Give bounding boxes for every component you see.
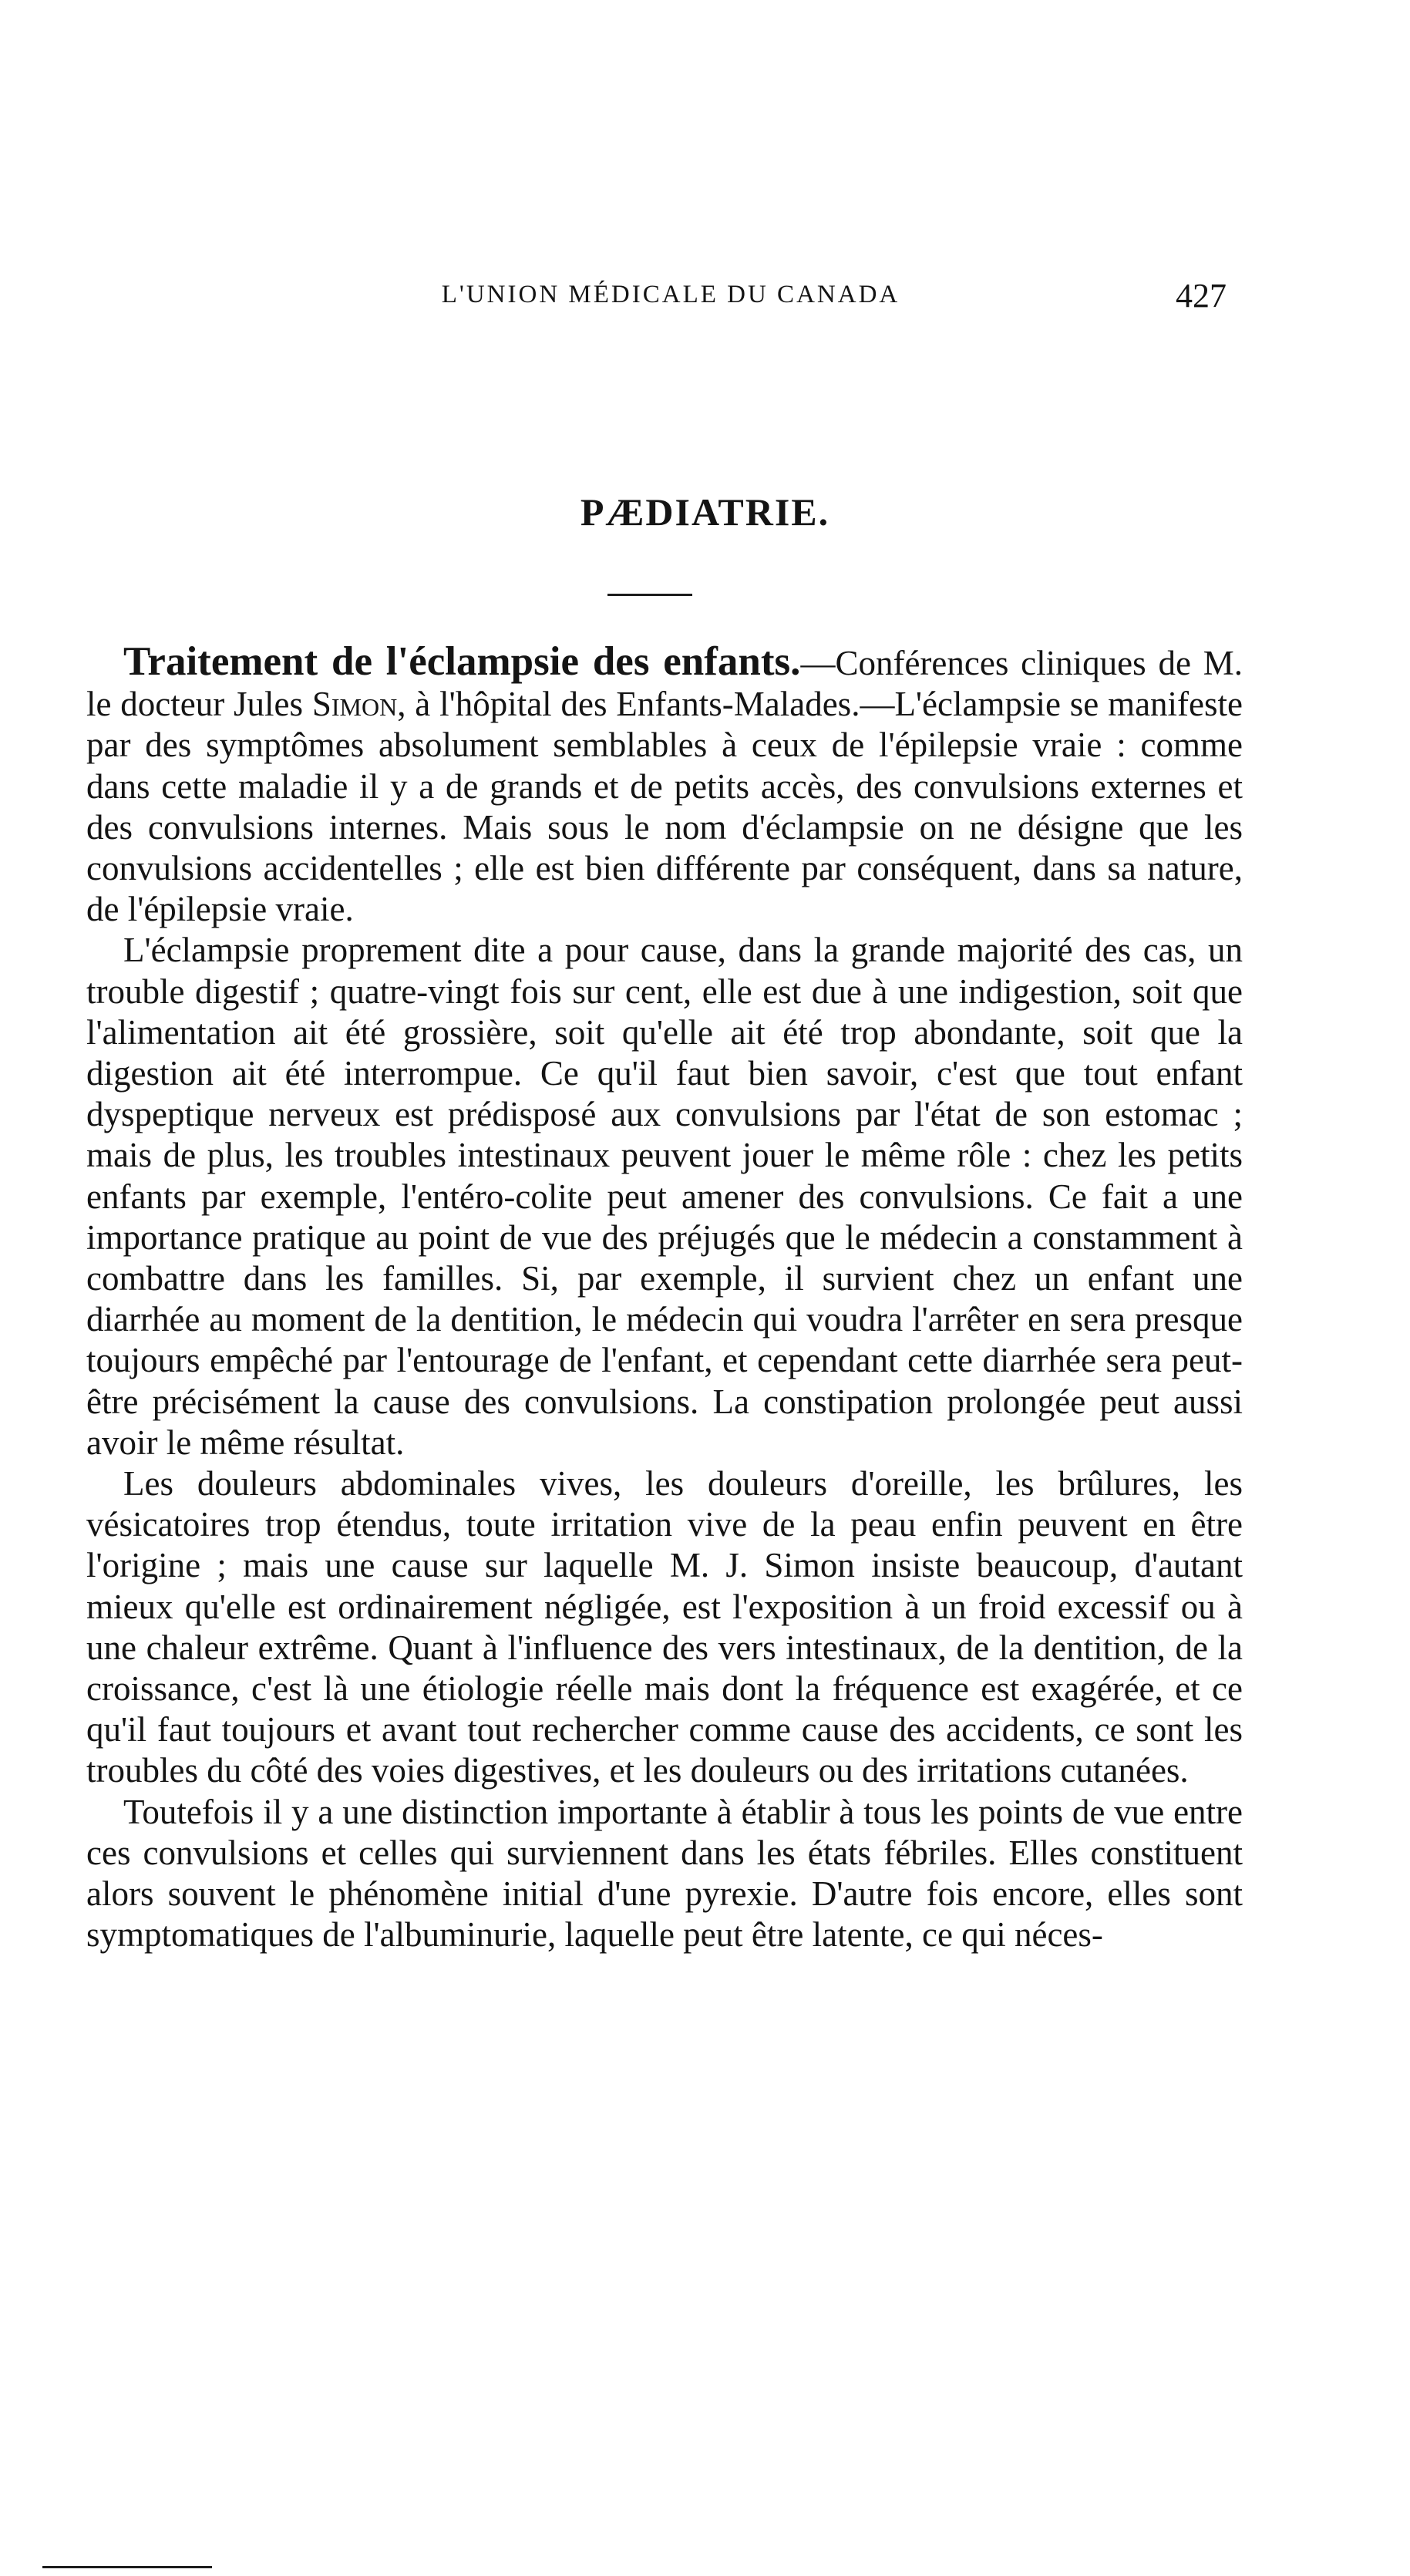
title-rule (607, 594, 692, 596)
paragraph-1 (86, 641, 1243, 930)
author-name: Simon (311, 685, 398, 724)
paragraph-4: Toutefois il y a une distinction importante à établir à tous les points de vue entre ces convulsions et celles qui surviennent dans les états fébriles. Elles constituent alors souvent le phénomène initial d'une pyrexie. D'autre fois encore, elles sont symptomatiques de l'albuminurie, laquelle peut être latente, ce qui néces- (86, 1792, 1243, 1955)
paragraph-1-lead: —Conférences cliniques de M. le docteur Jules (86, 644, 1243, 724)
paragraph-1-rest: , à l'hôpital des Enfants-Malades.—L'éclampsie se manifeste par des symptômes absolument semblables à ceux de l'épilepsie vraie : comme dans cette maladie il y a de grands et de petits accès, des convulsions externes et des convulsions internes. Mais sous le nom d'éclampsie on ne désigne que les convulsions accidentelles ; elle est bien différente par conséquent, dans sa nature, de l'épilepsie vraie. (86, 685, 1243, 929)
journal-running-title: L'UNION MÉDICALE DU CANADA (441, 281, 900, 308)
paragraph-2: L'éclampsie proprement dite a pour cause, dans la grande majorité des cas, un trouble digestif ; quatre-vingt fois sur cent, elle est due à une indigestion, soit que l'alimentation ait été grossière, soit qu'elle ait été trop abondante, soit que la digestion ait été interrompue. Ce qu'il faut bien savoir, c'est que tout enfant dyspeptique nerveux est prédisposé aux convulsions par l'état de son estomac ; mais de plus, les troubles intestinaux peuvent jouer le même rôle : chez les petits enfants par exemple, l'entéro-colite peut amener des convulsions. Ce fait a une importance pratique au point de vue des préjugés que le médecin a constamment à combattre dans les familles. Si, par exemple, il survient chez un enfant une diarrhée au moment de la dentition, le médecin qui voudra l'arrêter en sera presque toujours empêché par l'entourage de l'enfant, et cependant cette diarrhée sera peut-être précisément la cause des convulsions. La constipation prolongée peut aussi avoir le même résultat. (86, 931, 1243, 1462)
footer-rule (42, 2566, 212, 2568)
article-body (86, 641, 1243, 1956)
article-heading: Traitement de l'éclampsie des enfants. (123, 639, 801, 684)
running-header (0, 276, 1410, 322)
page-number: 427 (1176, 277, 1227, 315)
paragraph-3: Les douleurs abdominales vives, les douleurs d'oreille, les brûlures, les vésicatoires trop étendus, toute irritation vive de la peau enfin peuvent en être l'origine ; mais une cause sur laquelle M. J. Simon insiste beaucoup, d'autant mieux qu'elle est ordinairement négligée, est l'exposition à un froid excessif ou à une chaleur extrême. Quant à l'influence des vers intestinaux, de la dentition, de la croissance, c'est là une étiologie réelle mais dont la fréquence est exagérée, et ce qu'il faut toujours et avant tout rechercher comme cause des accidents, ce sont les troubles du côté des voies digestives, et les douleurs ou des irritations cutanées. (86, 1464, 1243, 1790)
section-title: PÆDIATRIE. (580, 490, 830, 534)
